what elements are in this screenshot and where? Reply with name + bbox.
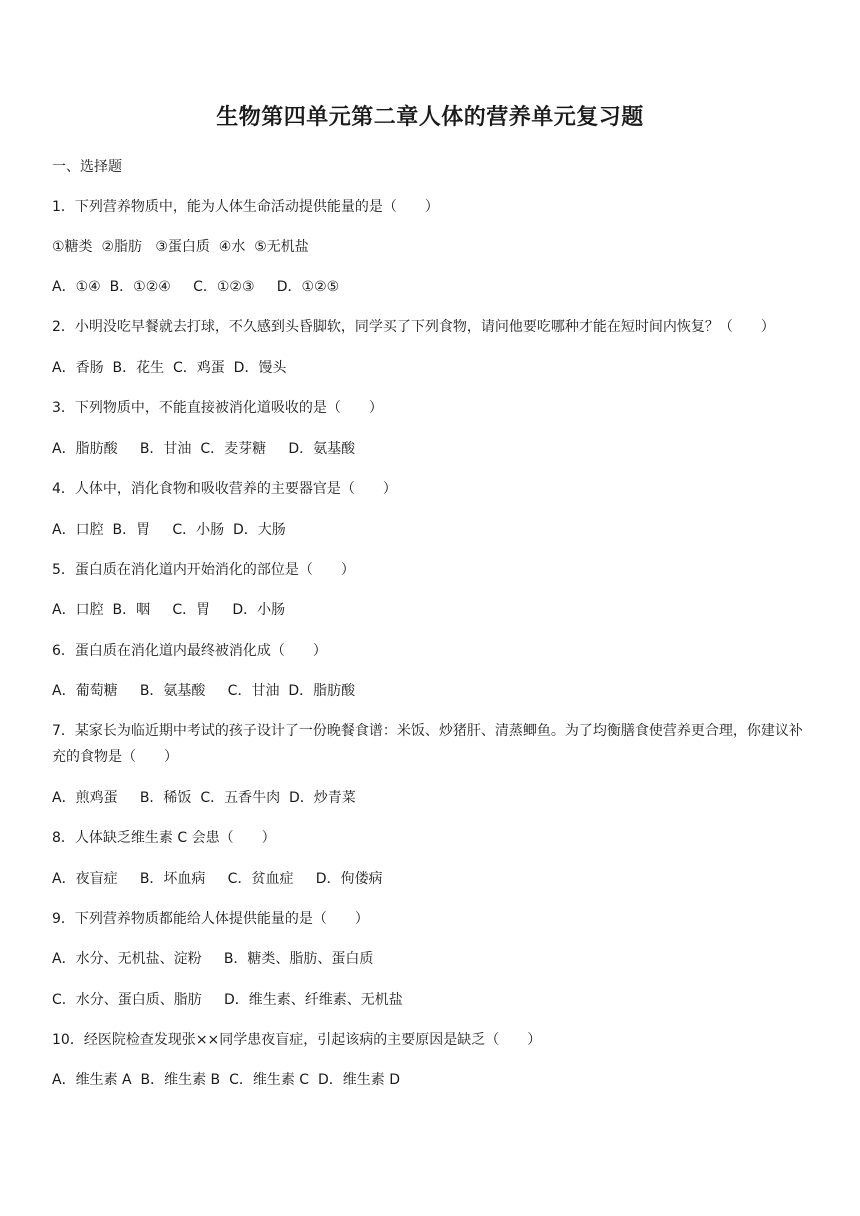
- question-7: 7．某家长为临近期中考试的孩子设计了一份晚餐食谱：米饭、炒猪肝、清蒸鲫鱼。为了均衡膳食使营养更合理，你建议补充的食物是（ ）: [52, 723, 803, 765]
- question-5-options: A．口腔 B．咽 C．胃 D．小肠: [52, 602, 286, 618]
- question-1: 1．下列营养物质中，能为人体生命活动提供能量的是（ ）: [52, 199, 439, 215]
- question-8: 8．人体缺乏维生素 C 会患（ ）: [52, 830, 276, 846]
- question-6: 6．蛋白质在消化道内最终被消化成（ ）: [52, 643, 327, 659]
- question-4: 4．人体中，消化食物和吸收营养的主要器官是（ ）: [52, 481, 397, 497]
- question-7-options: A．煎鸡蛋 B．稀饭 C．五香牛肉 D．炒青菜: [52, 790, 356, 806]
- question-10: 10．经医院检查发现张××同学患夜盲症，引起该病的主要原因是缺乏（ ）: [52, 1032, 542, 1048]
- question-4-options: A．口腔 B．胃 C．小肠 D．大肠: [52, 522, 286, 538]
- question-8-options: A．夜盲症 B．坏血病 C．贫血症 D．佝偻病: [52, 871, 383, 887]
- question-3: 3．下列物质中，不能直接被消化道吸收的是（ ）: [52, 400, 383, 416]
- question-9: 9．下列营养物质都能给人体提供能量的是（ ）: [52, 911, 369, 927]
- question-6-options: A．葡萄糖 B．氨基酸 C．甘油 D．脂肪酸: [52, 683, 356, 699]
- question-10-options: A．维生素 A B．维生素 B C．维生素 C D．维生素 D: [52, 1072, 400, 1088]
- page-title: 生物第四单元第二章人体的营养单元复习题: [216, 105, 644, 130]
- question-1-items: ①糖类 ②脂肪 ③蛋白质 ④水 ⑤无机盐: [52, 239, 309, 255]
- question-3-options: A．脂肪酸 B．甘油 C．麦芽糖 D．氨基酸: [52, 441, 356, 457]
- question-1-options: A．①④ B．①②④ C．①②③ D．①②⑤: [52, 279, 340, 295]
- question-9-options-ab: A．水分、无机盐、淀粉 B．糖类、脂肪、蛋白质: [52, 951, 374, 967]
- question-5: 5．蛋白质在消化道内开始消化的部位是（ ）: [52, 562, 355, 578]
- question-2-options: A．香肠 B．花生 C．鸡蛋 D．馒头: [52, 360, 287, 376]
- question-2: 2．小明没吃早餐就去打球，不久感到头昏脚软，同学买了下列食物，请问他要吃哪种才能在短时间内恢复？（ ）: [52, 319, 775, 335]
- question-9-options-cd: C．水分、蛋白质、脂肪 D．维生素、纤维素、无机盐: [52, 992, 403, 1008]
- section-heading: 一、选择题: [52, 159, 122, 175]
